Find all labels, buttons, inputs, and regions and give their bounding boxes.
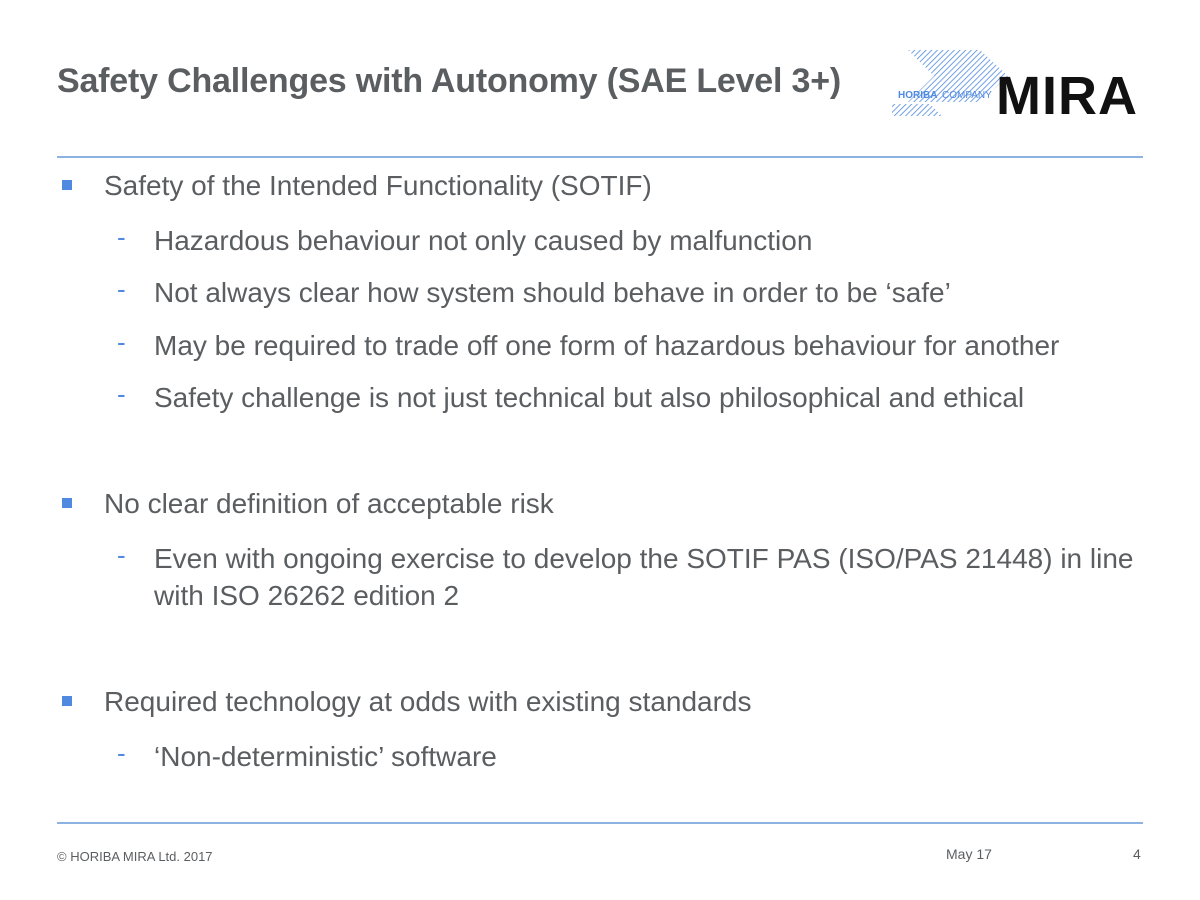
- square-bullet-icon: [62, 498, 72, 508]
- dash-bullet-icon: -: [117, 222, 126, 252]
- sub-bullet: [117, 222, 1157, 259]
- dash-bullet-icon: -: [117, 274, 126, 304]
- logo-mira-text: MIRA: [996, 66, 1138, 122]
- footer-page-number: 4: [1133, 846, 1141, 862]
- logo-horiba-text: HORIBA: [898, 90, 938, 101]
- bullet-acceptable-risk: [62, 488, 554, 520]
- dash-bullet-icon: -: [117, 738, 126, 768]
- sub-bullet-text: Safety challenge is not just technical but also philosophical and ethical: [154, 382, 1025, 413]
- sub-bullet-text: Not always clear how system should behave in order to be ‘safe’: [154, 277, 951, 308]
- bullet-required-technology: [62, 686, 752, 718]
- slide-title: Safety Challenges with Autonomy (SAE Level 3+): [57, 62, 841, 100]
- sub-bullet-text: ‘Non-deterministic’ software: [154, 741, 497, 772]
- sub-bullet: [117, 738, 1157, 775]
- dash-bullet-icon: -: [117, 540, 126, 570]
- sub-bullet: [117, 327, 1157, 364]
- bullet-text: No clear definition of acceptable risk: [104, 488, 554, 519]
- sub-bullet-text: Even with ongoing exercise to develop the SOTIF PAS (ISO/PAS 21448) in line with ISO 26262 edition 2: [154, 543, 1134, 611]
- footer-date: May 17: [946, 846, 992, 862]
- logo-company-text: COMPANY: [942, 90, 992, 101]
- dash-bullet-icon: -: [117, 379, 126, 409]
- dash-bullet-icon: -: [117, 327, 126, 357]
- sub-bullet: [117, 379, 1157, 416]
- footer-copyright: © HORIBA MIRA Ltd. 2017: [57, 849, 213, 864]
- sub-bullet: [117, 540, 1157, 614]
- bullet-text: Required technology at odds with existing standards: [104, 686, 752, 717]
- bullet-sotif: [62, 170, 652, 202]
- square-bullet-icon: [62, 180, 72, 190]
- square-bullet-icon: [62, 696, 72, 706]
- sub-bullet-text: May be required to trade off one form of hazardous behaviour for another: [154, 330, 1060, 361]
- sub-bullet: [117, 274, 1157, 311]
- bullet-text: Safety of the Intended Functionality (SOTIF): [104, 170, 652, 201]
- footer-divider: [57, 822, 1143, 824]
- sub-bullet-text: Hazardous behaviour not only caused by malfunction: [154, 225, 813, 256]
